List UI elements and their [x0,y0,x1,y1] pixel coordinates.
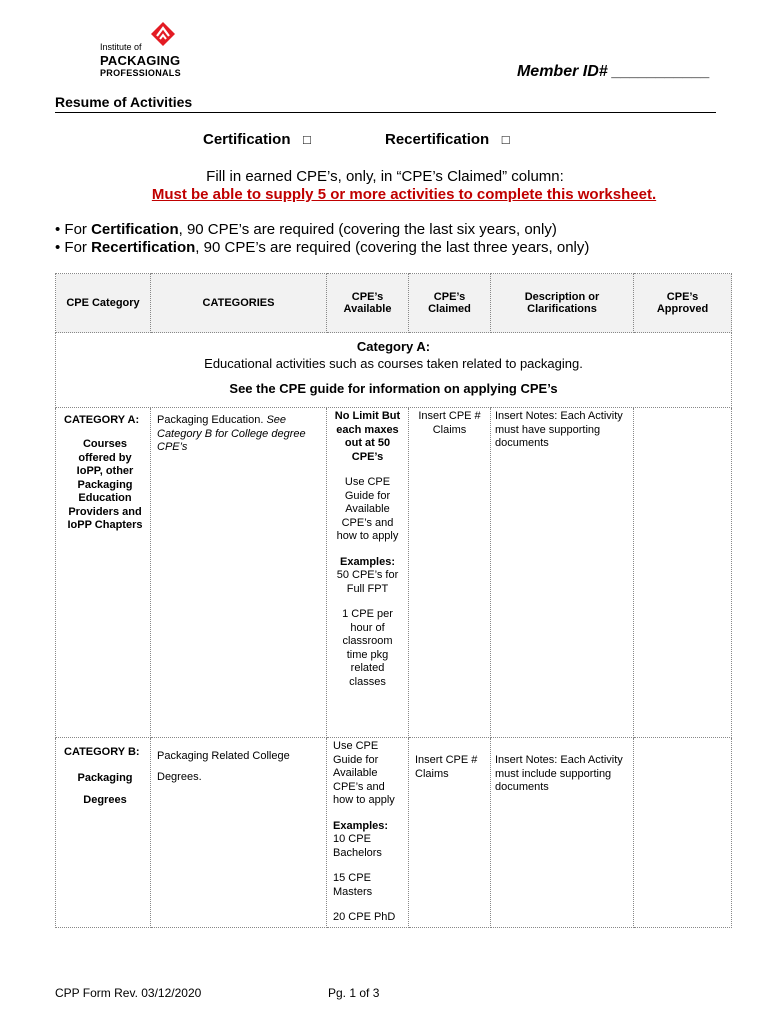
row2-approved-cell[interactable] [634,738,732,928]
header-cpe-category: CPE Category [56,274,151,333]
logo-line-1: Institute of [100,42,142,52]
table-row [56,738,732,928]
row1-cpe-category: CATEGORY A: Courses offered by IoPP, other Packaging Education Providers and IoPP Chapters [56,408,151,738]
row2-claimed-input[interactable]: Insert CPE # Claims [409,738,491,928]
fill-in-instruction: Fill in earned CPE’s, only, in “CPE’s Claimed” column: [206,168,564,185]
member-id-field[interactable]: Member ID# ___________ [516,63,710,80]
row1-description-input[interactable]: Insert Notes: Each Activity must have supporting documents [491,408,634,738]
certification-label: Certification [203,131,291,148]
recertification-option[interactable] [385,131,510,148]
row2-category: Packaging Related College Degrees. [151,738,327,928]
certification-option[interactable] [203,131,311,148]
logo-line-2: PACKAGING [100,53,181,68]
row2-description-input[interactable]: Insert Notes: Each Activity must include supporting documents [491,738,634,928]
row1-category: Packaging Education. See Category B for College degree CPE’s [151,408,327,738]
page-title: Resume of Activities [55,94,716,113]
category-a-description: Educational activities such as courses taken related to packaging. [204,356,583,371]
logo-line-3: PROFESSIONALS [100,68,181,78]
header-description: Description or Clarifications [491,274,634,333]
iopp-logo [98,20,218,78]
header-cpes-available: CPE’s Available [327,274,409,333]
category-a-title: Category A: [356,339,431,354]
category-a-banner-row [56,333,732,408]
bullet-recertification: • For Recertification, 90 CPE’s are required (covering the last three years, only) [55,239,590,256]
recertification-checkbox[interactable]: □ [501,132,510,147]
footer-page-number: Pg. 1 of 3 [328,986,380,1000]
header-categories: CATEGORIES [151,274,327,333]
certification-checkbox[interactable]: □ [303,132,311,147]
iopp-logo-mark-icon [148,20,178,48]
bullet-certification: • For Certification, 90 CPE’s are required (covering the last six years, only) [55,221,557,238]
table-row [56,408,732,738]
recertification-label: Recertification [385,131,490,148]
header-cpes-claimed: CPE’s Claimed [409,274,491,333]
row1-approved-cell[interactable] [634,408,732,738]
footer-form-revision: CPP Form Rev. 03/12/2020 [55,986,202,1000]
header-cpes-approved: CPE’s Approved [634,274,732,333]
category-a-see-guide: See the CPE guide for information on applying CPE’s [229,381,558,396]
must-supply-warning: Must be able to supply 5 or more activities to complete this worksheet. [151,186,657,203]
row1-claimed-input[interactable]: Insert CPE # Claims [409,408,491,738]
row2-cpe-category: CATEGORY B: Packaging Degrees [56,738,151,928]
table-header-row [56,274,732,333]
cpe-table [55,273,732,928]
row1-available: No Limit But each maxes out at 50 CPE’s Use CPE Guide for Available CPE’s and how to apply Examples: 50 CPE’s for Full FPT 1 CPE per hour of classroom time pkg related classes [327,408,409,738]
row2-available: Use CPE Guide for Available CPE’s and how to apply Examples: 10 CPE Bachelors 15 CPE Masters 20 CPE PhD [327,738,409,928]
